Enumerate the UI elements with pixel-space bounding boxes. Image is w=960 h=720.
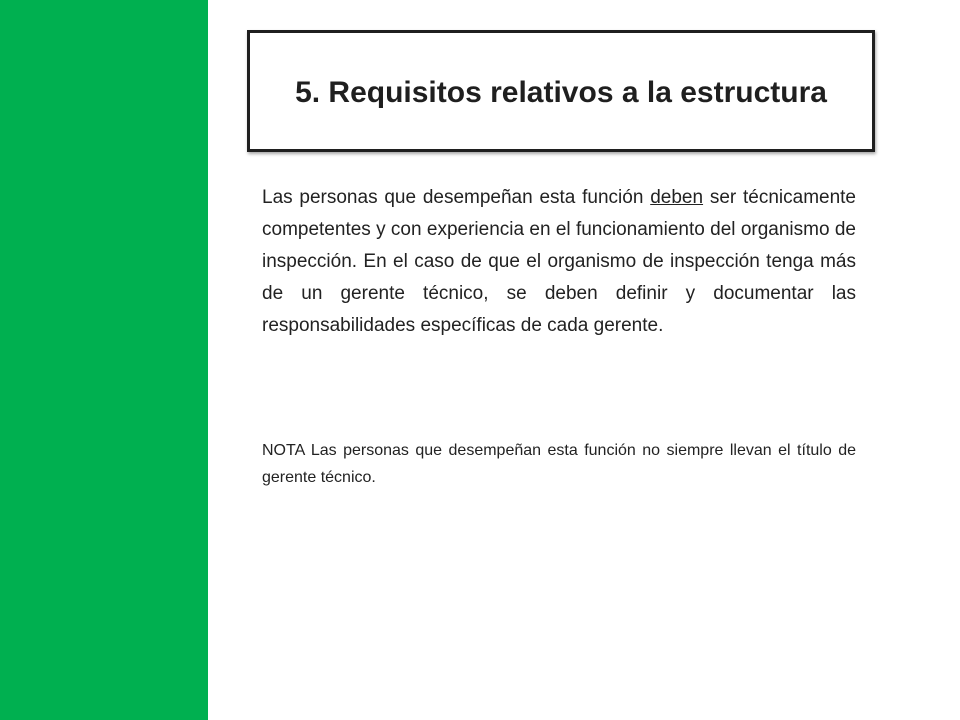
green-sidebar-bar bbox=[0, 0, 208, 720]
note-paragraph: NOTA Las personas que desempeñan esta función no siempre llevan el título de gerente técnico. bbox=[262, 442, 856, 486]
body-text-underlined: deben bbox=[650, 187, 704, 208]
body-text-end: ser técnicamente competentes y con experiencia en el funcionamiento del organismo de inspección. En el caso de que el organismo de inspección tenga más de un gerente técnico, se deben definir y documentar las responsabilidades específicas de cada gerente. bbox=[262, 187, 856, 336]
body-paragraph bbox=[262, 182, 856, 342]
title-box bbox=[247, 30, 875, 152]
body-text-start: Las personas que desempeñan esta función bbox=[262, 187, 651, 208]
slide-title: 5. Requisitos relativos a la estructura bbox=[295, 76, 827, 109]
